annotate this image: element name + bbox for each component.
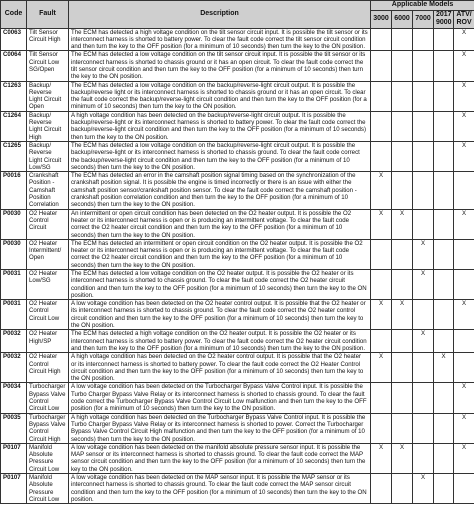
model-2017-9000-mark xyxy=(434,300,454,330)
model-6000-mark xyxy=(392,51,413,81)
fault-code-cell: P0030 xyxy=(1,239,27,269)
model-2017-9000-mark xyxy=(434,270,454,300)
fault-name-cell: Manifold Absolute Pressure Circuit Low xyxy=(27,474,69,504)
table-row xyxy=(1,81,474,111)
description-cell: The ECM has detected a low voltage condition on the backup/reverse-light circuit output. It is possible the backup/reverse-light or its interconnect harness is shorted to chassis ground. To clear the fault code correct the backup/reverse-light circuit condition and then turn the key to the OFF position (for a minimum of 10 seconds) then turn the key to the ON position. xyxy=(69,141,371,171)
model-2017-9000-mark xyxy=(434,330,454,353)
table-row xyxy=(1,474,474,504)
model-2017-9000-mark xyxy=(434,172,454,209)
model-atv-rov-mark: X xyxy=(454,209,474,239)
model-7000-mark xyxy=(413,353,434,383)
table-row xyxy=(1,172,474,209)
table-row xyxy=(1,443,474,473)
model-atv-rov-mark: X xyxy=(454,81,474,111)
model-6000-mark xyxy=(392,383,413,413)
fault-code-cell: C1265 xyxy=(1,141,27,171)
fault-code-cell: P0031 xyxy=(1,300,27,330)
model-6000-mark xyxy=(392,474,413,504)
model-2017-9000-mark xyxy=(434,111,454,141)
model-7000-mark: X xyxy=(413,239,434,269)
model-7000-mark xyxy=(413,443,434,473)
model-6000-mark xyxy=(392,413,413,443)
table-row xyxy=(1,51,474,81)
model-2017-9000-mark xyxy=(434,141,454,171)
model-3000-mark xyxy=(371,111,392,141)
model-2017-9000-mark xyxy=(434,443,454,473)
description-cell: A high voltage condition has been detected on the O2 heater control output. It is possible that the O2 heater or its interconnect harness is shorted to battery power. To clear the fault code correct the O2 Heater Control circuit condition and then turn the key to the OFF position (for a minimum of 10 seconds) then turn the key to the ON position. xyxy=(69,353,371,383)
model-atv-rov-mark: X xyxy=(454,28,474,51)
model-6000-mark: X xyxy=(392,300,413,330)
model-atv-rov-header: ATV/ ROV xyxy=(454,10,474,28)
model-7000-mark: X xyxy=(413,270,434,300)
model-atv-rov-mark xyxy=(454,330,474,353)
model-3000-mark: X xyxy=(371,209,392,239)
model-6000-mark: X xyxy=(392,209,413,239)
model-2017-9000-mark xyxy=(434,51,454,81)
model-2017-9000-mark: X xyxy=(434,353,454,383)
fault-code-cell: C1263 xyxy=(1,81,27,111)
model-2017-9000-mark xyxy=(434,413,454,443)
model-6000-mark xyxy=(392,81,413,111)
model-3000-mark: X xyxy=(371,353,392,383)
model-2017-9000-header: 2017 9000 xyxy=(434,10,454,28)
fault-code-cell: P0032 xyxy=(1,330,27,353)
model-6000-mark xyxy=(392,111,413,141)
description-cell: A low voltage condition has been detected on the MAP sensor input. It is possible the MAP sensor or its interconnect harness is shorted to chassis ground. To clear the fault code correct the MAP sensor circuit condition and then turn the key to the OFF position (for a minimum of 10 seconds) then turn the key to the ON position. xyxy=(69,474,371,504)
model-6000-mark xyxy=(392,353,413,383)
fault-name-cell: Turbocharger Bypass Valve Control Circuit Low xyxy=(27,383,69,413)
fault-name-cell: O2 Heater High/SP xyxy=(27,330,69,353)
fault-code-cell: C0064 xyxy=(1,51,27,81)
code-header: Code xyxy=(1,1,27,29)
model-atv-rov-mark: X xyxy=(454,300,474,330)
description-cell: A low voltage condition has been detected on the O2 heater control output. It is possible that the O2 heater or its interconnect harness is shorted to chassis ground. To clear the fault code correct the O2 heater control circuit condition and then turn the key to the OFF position (for a minimum of 10 seconds) then turn the key to the ON position. xyxy=(69,300,371,330)
fault-code-cell: C1264 xyxy=(1,111,27,141)
model-6000-mark xyxy=(392,239,413,269)
model-3000-mark xyxy=(371,474,392,504)
fault-name-cell: Crankshaft Position - Camshaft Position Correlation xyxy=(27,172,69,209)
model-2017-9000-mark xyxy=(434,474,454,504)
table-row xyxy=(1,270,474,300)
model-atv-rov-mark: X xyxy=(454,383,474,413)
fault-code-cell: P0035 xyxy=(1,413,27,443)
model-atv-rov-mark xyxy=(454,474,474,504)
table-row xyxy=(1,330,474,353)
model-6000-mark xyxy=(392,141,413,171)
model-7000-mark xyxy=(413,209,434,239)
table-row xyxy=(1,209,474,239)
fault-name-cell: O2 Heater Control Circuit High xyxy=(27,353,69,383)
fault-code-cell: P0107 xyxy=(1,443,27,473)
fault-name-cell: Backup/ Reverse Light Circuit High xyxy=(27,111,69,141)
model-3000-mark: X xyxy=(371,172,392,209)
model-3000-mark: X xyxy=(371,443,392,473)
model-atv-rov-mark xyxy=(454,172,474,209)
description-cell: The ECM has detected a low voltage condition on the tilt sensor circuit input. It is possible the tilt sensor or its interconnect harness is shorted to chassis ground or it has an open circuit. To clear the fault code correct the tilt sensor circuit condition and then turn the key to the OFF position (for a minimum of 10 seconds) then turn the key to the ON position. xyxy=(69,51,371,81)
model-2017-9000-mark xyxy=(434,239,454,269)
model-atv-rov-mark: X xyxy=(454,141,474,171)
model-7000-mark xyxy=(413,111,434,141)
model-7000-mark xyxy=(413,28,434,51)
model-3000-mark xyxy=(371,81,392,111)
fault-header: Fault xyxy=(27,1,69,29)
fault-code-cell: P0034 xyxy=(1,383,27,413)
fault-code-rows xyxy=(1,28,474,504)
fault-name-cell: O2 Heater Control Circuit Low xyxy=(27,300,69,330)
model-atv-rov-mark xyxy=(454,353,474,383)
model-3000-mark xyxy=(371,28,392,51)
model-7000-mark xyxy=(413,300,434,330)
applicable-models-header: Applicable Models xyxy=(371,1,474,11)
model-7000-mark xyxy=(413,51,434,81)
model-3000-mark xyxy=(371,141,392,171)
fault-name-cell: O2 Heater Intermittent/ Open xyxy=(27,239,69,269)
fault-name-cell: O2 Heater Control Circuit xyxy=(27,209,69,239)
description-cell: A high voltage condition has been detected on the Turbocharger Bypass Valve Control input. It is possible the Turbo Charger Bypass Valve Relay or its interconnect harness is shorted to power. Correct the Turbocharger Bypass Valve Control Circuit High malfunction and then turn the key to the OFF position (for a minimum of 10 seconds) then turn the key to the ON position. xyxy=(69,413,371,443)
model-3000-header: 3000 xyxy=(371,10,392,28)
header-row-1 xyxy=(1,1,474,11)
model-7000-mark xyxy=(413,413,434,443)
model-2017-9000-mark xyxy=(434,209,454,239)
model-7000-mark: X xyxy=(413,474,434,504)
model-7000-mark xyxy=(413,383,434,413)
description-cell: The ECM has detected a low voltage condition on the backup/reverse-light circuit output. It is possible the backup/reverse light or its interconnect harness is shorted to chassis ground or it has an open circuit. To clear the fault code correct the backup/reverse-light circuit condition and then turn the key to the OFF position (for a minimum of 10 seconds) then turn the key to the ON position. xyxy=(69,81,371,111)
model-6000-header: 6000 xyxy=(392,10,413,28)
model-3000-mark xyxy=(371,51,392,81)
fault-code-cell: P0016 xyxy=(1,172,27,209)
table-row xyxy=(1,239,474,269)
description-cell: The ECM has detected a high voltage condition on the O2 heater output. It is possible the O2 heater or its interconnect harness is shorted to battery power. To clear the fault code correct the O2 heater circuit condition and then turn the key to the OFF position (for a minimum of 10 seconds) then turn the key to the ON position. xyxy=(69,330,371,353)
fault-code-cell: C0063 xyxy=(1,28,27,51)
fault-code-cell: P0032 xyxy=(1,353,27,383)
model-atv-rov-mark xyxy=(454,239,474,269)
model-3000-mark xyxy=(371,383,392,413)
description-header: Description xyxy=(69,1,371,29)
fault-code-cell: P0031 xyxy=(1,270,27,300)
model-3000-mark xyxy=(371,330,392,353)
description-cell: The ECM has detected an error in the camshaft position signal timing based on the synchronization of the crankshaft position signal. It is possible the engine is timed incorrectly or there is an issue with either the camshaft position sensor/crankshaft position sensor. To clear the fault code correct the camshaft position -crankshaft position correlation condition and then turn the key to the OFF position (for a minimum of 10 seconds) then turn the key to the ON position. xyxy=(69,172,371,209)
fault-name-cell: Manifold Absolute Pressure Circuit Low xyxy=(27,443,69,473)
model-7000-header: 7000 xyxy=(413,10,434,28)
model-3000-mark xyxy=(371,413,392,443)
description-cell: A high voltage condition has been detected on the backup/reverse-light circuit output. It is possible the backup/reverse-light or its interconnect harness is shorted to battery power. To clear the fault code correct the backup/reverse-light circuit condition and then turn the key to the OFF position (for a minimum of 10 seconds) then turn the key to the ON position. xyxy=(69,111,371,141)
model-6000-mark xyxy=(392,330,413,353)
model-atv-rov-mark: X xyxy=(454,111,474,141)
description-cell: An intermittent or open circuit condition has been detected on the O2 heater output. It is possible the O2 heater or its interconnect harness is open or is producing an intermittent voltage. To clear the fault code correct the O2 heater circuit condition and then turn the key to the OFF position (for a minimum of 10 seconds) then turn the key to the ON position. xyxy=(69,209,371,239)
fault-name-cell: Tilt Sensor Circuit Low SG/Open xyxy=(27,51,69,81)
model-atv-rov-mark: X xyxy=(454,51,474,81)
description-cell: The ECM has detected a high voltage condition on the tilt sensor circuit input. It is possible the tilt sensor or its interconnect harness is shorted to battery power. To clear the fault code correct the tilt sensor circuit condition and then turn the key to the OFF position (for a minimum of 10 seconds) then turn the key to the ON position. xyxy=(69,28,371,51)
description-cell: A low voltage condition has been detected on the Turbocharger Bypass Valve Control input. It is possible the Turbo Charger Bypass Valve Relay or its interconnect harness is shorted to chassis ground. To clear the fault code correct the Turbocharger Bypass Valve Control Circuit Low malfunction and then turn the key to the OFF position (for a minimum of 10 seconds) then turn the key to the ON position. xyxy=(69,383,371,413)
fault-code-cell: P0030 xyxy=(1,209,27,239)
model-3000-mark: X xyxy=(371,300,392,330)
table-row xyxy=(1,413,474,443)
model-6000-mark xyxy=(392,28,413,51)
model-3000-mark xyxy=(371,239,392,269)
table-row xyxy=(1,300,474,330)
model-7000-mark xyxy=(413,172,434,209)
model-6000-mark xyxy=(392,270,413,300)
fault-name-cell: Backup/ Reverse Light Circuit Low/SG xyxy=(27,141,69,171)
fault-name-cell: Tilt Sensor Circuit High xyxy=(27,28,69,51)
model-atv-rov-mark: X xyxy=(454,443,474,473)
fault-code-cell: P0107 xyxy=(1,474,27,504)
model-6000-mark xyxy=(392,172,413,209)
table-row xyxy=(1,383,474,413)
model-2017-9000-mark xyxy=(434,81,454,111)
model-7000-mark xyxy=(413,81,434,111)
model-2017-9000-mark xyxy=(434,28,454,51)
description-cell: A low voltage condition has been detected on the manifold absolute pressure sensor input. It is possible the MAP sensor or its interconnect harness is shorted to chassis ground. To clear the fault code correct the MAP sensor circuit condition and then turn the key to the OFF position (for a minimum of 10 seconds) then turn the key to the ON position. xyxy=(69,443,371,473)
model-7000-mark xyxy=(413,141,434,171)
model-2017-9000-mark xyxy=(434,383,454,413)
model-7000-mark: X xyxy=(413,330,434,353)
description-cell: The ECM has detected a low voltage condition on the O2 heater output. It is possible the O2 heater or its interconnect harness is shorted to chassis ground. To clear the fault code correct the O2 heater circuit condition and then turn the key to the OFF position (for a minimum of 10 seconds) then turn the key to the ON position. xyxy=(69,270,371,300)
model-atv-rov-mark: X xyxy=(454,413,474,443)
model-atv-rov-mark xyxy=(454,270,474,300)
model-3000-mark xyxy=(371,270,392,300)
table-row xyxy=(1,353,474,383)
table-row xyxy=(1,141,474,171)
fault-name-cell: O2 Heater Low/SG xyxy=(27,270,69,300)
fault-name-cell: Turbocharger Bypass Valve Control Circuit High xyxy=(27,413,69,443)
description-cell: The ECM has detected an intermittent or open circuit condition on the O2 heater output. It is possible the O2 heater or its interconnect harness is open or is producing an intermittent voltage. To clear the fault code correct the O2 heater circuit condition and then turn the key to the OFF position (for a minimum of 10 seconds) then turn the key to the ON position. xyxy=(69,239,371,269)
model-6000-mark: X xyxy=(392,443,413,473)
fault-name-cell: Backup/ Reverse Light Circuit Open xyxy=(27,81,69,111)
table-row xyxy=(1,28,474,51)
table-row xyxy=(1,111,474,141)
